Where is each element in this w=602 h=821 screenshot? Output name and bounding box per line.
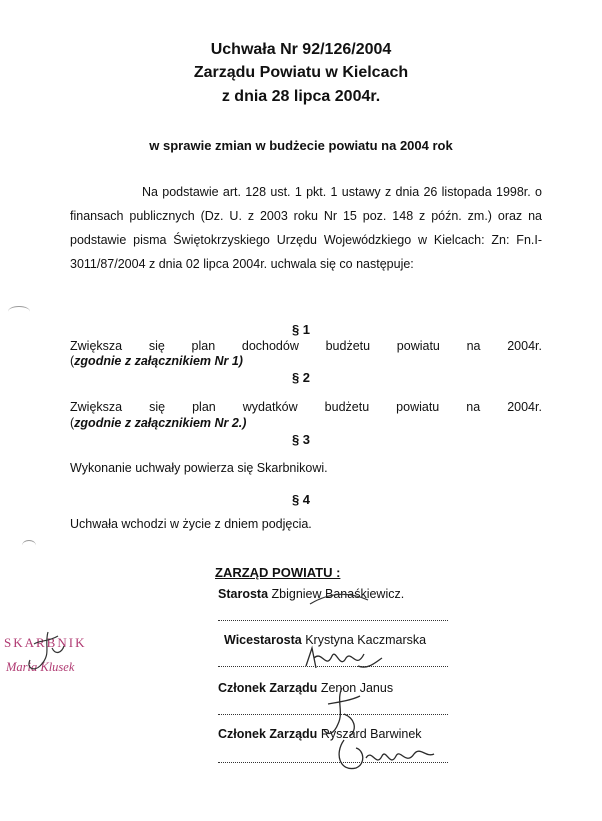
section-2-text: Zwiększa się plan wydatków budżetu powiatu na 2004r. [70,400,542,414]
signatory-name: Zenon Janus [320,681,394,695]
section-3-mark: § 3 [291,432,311,447]
signatory-name: Krystyna Kaczmarska [305,633,427,647]
section-2-note: (zgodnie z załącznikiem Nr 2.) [70,416,247,430]
resolution-body: Zarządu Powiatu w Kielcach [193,64,409,81]
signature-scribble-1 [300,590,380,610]
stamp-title: SKARBNIK [4,635,87,650]
board-heading: ZARZĄD POWIATU : [215,565,341,580]
section-1-note: (zgodnie z załącznikiem Nr 1) [70,354,243,368]
signature-line [218,620,448,621]
section-1-text: Zwiększa się plan dochodów budżetu powiatu na 2004r. [70,339,542,353]
signatory-role: Członek Zarządu [218,681,318,695]
resolution-number: Uchwała Nr 92/126/2004 [210,41,392,58]
signatory-role: Starosta [218,587,269,601]
signatory-role: Członek Zarządu [218,727,318,741]
section-1-mark: § 1 [291,322,311,337]
section-4-mark: § 4 [291,492,311,507]
preamble-paragraph: Na podstawie art. 128 ust. 1 pkt. 1 ustawy z dnia 26 listopada 1998r. o finansach publicznych (Dz. U. z 2003 roku Nr 15 poz. 148 z późn. zm.) oraz na podstawie pisma Świętokrzyskiego Urzędu Wojewódzkiego w Kielcach: Zn: Fn.I-3011/87/2004 z dnia 02 lipca 2004r. uchwala się co następuje: [70,185,542,271]
signature-scribble-2 [298,640,388,676]
stamp-name: Maria Klusek [6,660,75,674]
resolution-date: z dnia 28 lipca 2004r. [221,88,381,105]
signatory-role: Wicestarosta [224,633,302,647]
stamp-signature [18,626,68,676]
section-3-text: Wykonanie uchwały powierza się Skarbnikowi. [70,461,328,475]
signatory-name: Ryszard Barwinek [320,727,422,741]
resolution-subject: w sprawie zmian w budżecie powiatu na 2004 rok [149,138,453,153]
signatory-name: Zbigniew Banaśkiewicz. [271,587,405,601]
binder-hole-mark [8,306,30,317]
section-4-text: Uchwała wchodzi w życie z dniem podjęcia. [70,517,312,531]
section-2-mark: § 2 [291,370,311,385]
signature-scribble-4 [326,728,446,778]
binder-hole-mark [22,540,36,551]
